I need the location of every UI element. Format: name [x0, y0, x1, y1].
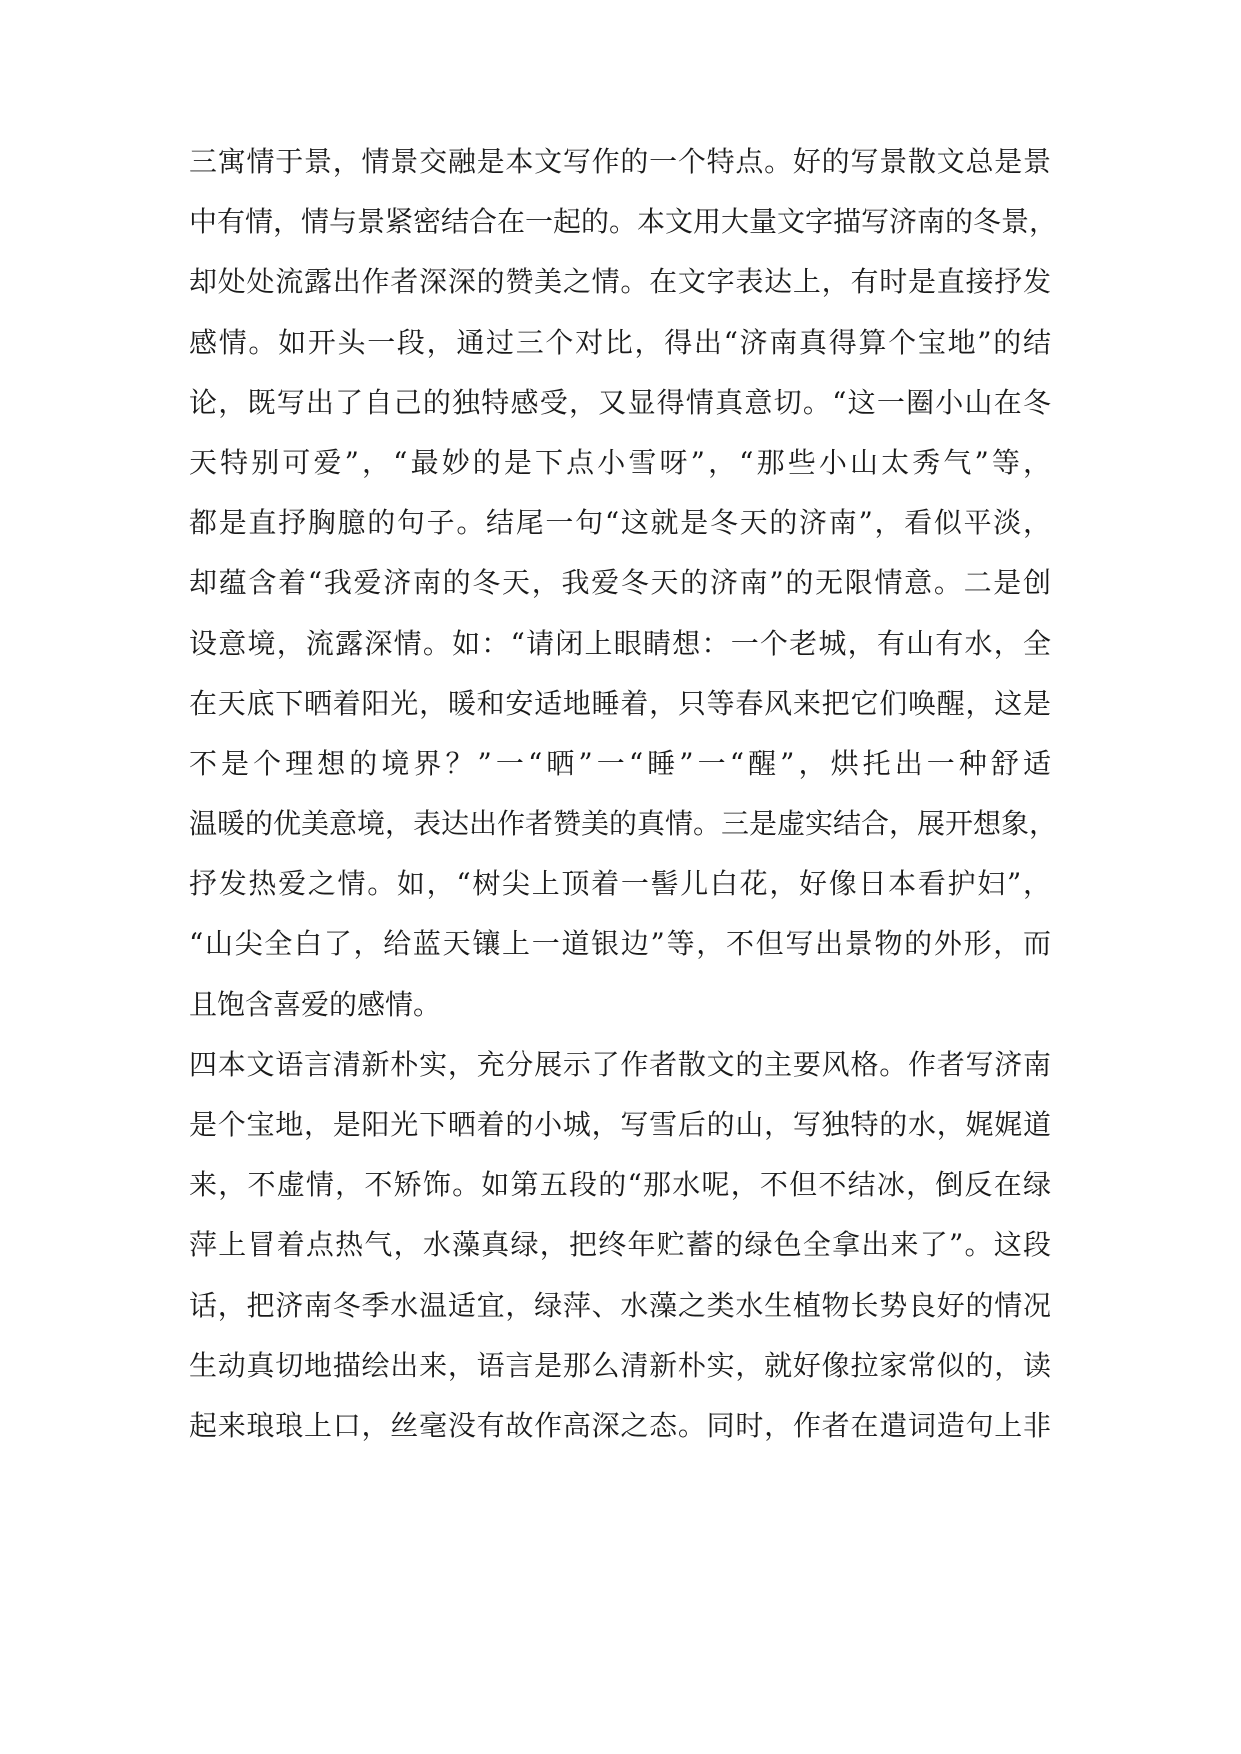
- paragraph-1: [189, 132, 1058, 1035]
- text-line: 天特别可爱”，“最妙的是下点小雪呀”，“那些小山太秀气”等，: [189, 445, 1051, 479]
- text-line: 是个宝地，是阳光下晒着的小城，写雪后的山，写独特的水，娓娓道: [189, 1108, 1051, 1141]
- text-line: 设意境，流露深情。如：“请闭上眼睛想：一个老城，有山有水，全: [189, 626, 1051, 660]
- text-line: 中有情，情与景紧密结合在一起的。本文用大量文字描写济南的冬景，: [189, 205, 1058, 239]
- text-line: 感情。如开头一段，通过三个对比，得出“济南真得算个宝地”的结: [189, 325, 1051, 359]
- text-line: 却处处流露出作者深深的赞美之情。在文字表达上，有时是直接抒发: [189, 265, 1051, 299]
- text-line: 四本文语言清新朴实，充分展示了作者散文的主要风格。作者写济南: [189, 1047, 1051, 1081]
- text-line: 都是直抒胸臆的句子。结尾一句“这就是冬天的济南”，看似平淡，: [189, 506, 1051, 540]
- text-line: 抒发热爱之情。如，“树尖上顶着一髻儿白花，好像日本看护妇”，: [189, 867, 1051, 901]
- text-line: 在天底下晒着阳光，暖和安适地睡着，只等春风来把它们唤醒，这是: [189, 686, 1051, 720]
- text-line: 不是个理想的境界？”一“晒”一“睡”一“醒”，烘托出一种舒适: [189, 746, 1051, 780]
- text-line: 且饱含喜爱的感情。: [189, 987, 442, 1021]
- text-line: 来，不虚情，不矫饰。如第五段的“那水呢，不但不结冰，倒反在绿: [189, 1168, 1051, 1202]
- text-line: 话，把济南冬季水温适宜，绿萍、水藻之类水生植物长势良好的情况: [189, 1288, 1051, 1322]
- text-line: 起来琅琅上口，丝毫没有故作高深之态。同时，作者在遣词造句上非: [189, 1408, 1051, 1442]
- text-line: 温暖的优美意境，表达出作者赞美的真情。三是虚实结合，展开想象，: [189, 807, 1058, 841]
- paragraph-2: [189, 1035, 1051, 1456]
- text-line: 论，既写出了自己的独特感受，又显得情真意切。“这一圈小山在冬: [189, 385, 1051, 419]
- text-line: 却蕴含着“我爱济南的冬天，我爱冬天的济南”的无限情意。二是创: [189, 566, 1051, 600]
- text-line: 萍上冒着点热气，水藻真绿，把终年贮蓄的绿色全拿出来了”。这段: [189, 1228, 1051, 1262]
- document-body: [189, 132, 1058, 1456]
- text-line: “山尖全白了，给蓝天镶上一道银边”等，不但写出景物的外形，而: [189, 927, 1051, 961]
- text-line: 生动真切地描绘出来，语言是那么清新朴实，就好像拉家常似的，读: [189, 1348, 1051, 1382]
- text-line: 三寓情于景，情景交融是本文写作的一个特点。好的写景散文总是景: [189, 145, 1051, 178]
